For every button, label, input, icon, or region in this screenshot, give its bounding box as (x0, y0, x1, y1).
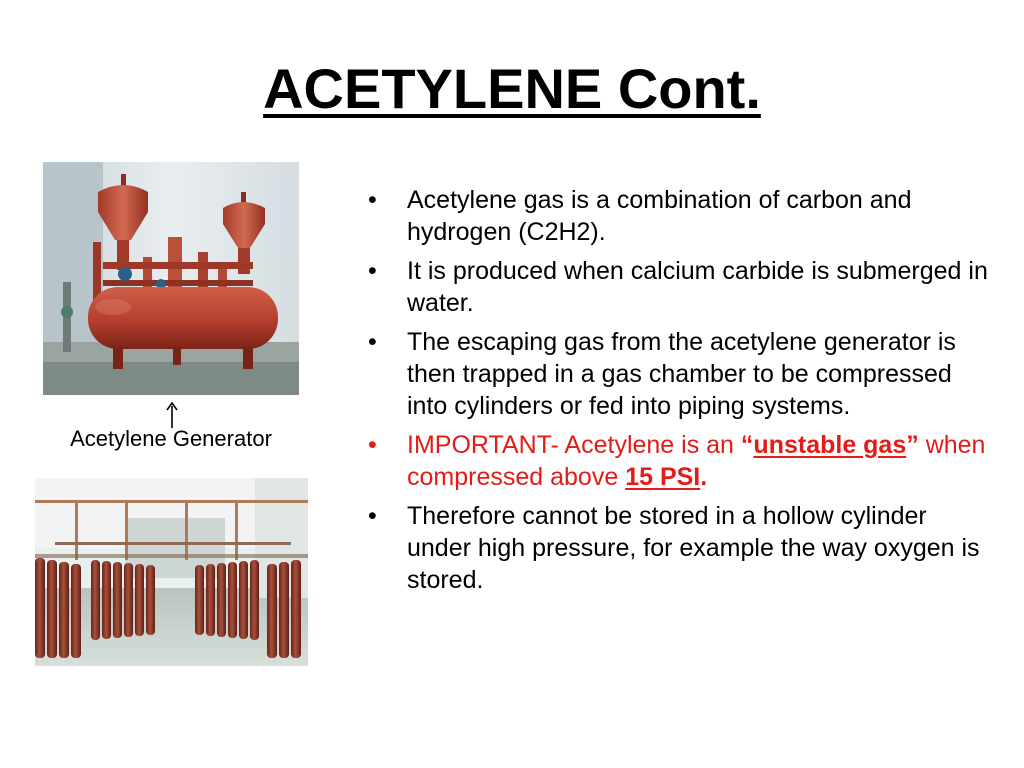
bullet-item (365, 500, 995, 596)
bullet-text: Acetylene gas is a combination of carbon and hydrogen (C2H2). (407, 186, 912, 246)
cylinder-storage-photo (35, 478, 308, 666)
bullet-text: Therefore cannot be stored in a hollow cylinder under high pressure, for example the way oxygen is stored. (407, 502, 980, 594)
bullet-item (365, 184, 995, 248)
photo-caption: Acetylene Generator (70, 426, 272, 451)
bullet-item (365, 326, 995, 422)
unstable-gas-emphasis: unstable gas (753, 431, 907, 459)
bullet-list (365, 184, 995, 603)
arrow-up-icon (165, 402, 179, 428)
bullet-marker: • (368, 431, 377, 459)
quote-close: ” (906, 431, 919, 459)
bullet-marker: • (368, 328, 377, 356)
acetylene-generator-photo (43, 162, 299, 395)
slide-title: ACETYLENE Cont. (263, 57, 761, 120)
bullet-text: The escaping gas from the acetylene generator is then trapped in a gas chamber to be compressed into cylinders or fed into piping systems. (407, 328, 956, 420)
psi-emphasis: 15 PSI (625, 463, 701, 491)
bullet-marker: • (368, 257, 377, 285)
bullet-item-important (365, 429, 995, 493)
important-middle: when compressed above (407, 431, 986, 491)
bullet-marker: • (368, 502, 377, 530)
important-end: . (700, 463, 708, 491)
bullet-item (365, 255, 995, 319)
bullet-text: It is produced when calcium carbide is submerged in water. (407, 257, 988, 317)
quote-open: “ (740, 431, 754, 459)
bullet-marker: • (368, 186, 377, 214)
important-prefix: IMPORTANT- Acetylene is an (407, 431, 741, 459)
